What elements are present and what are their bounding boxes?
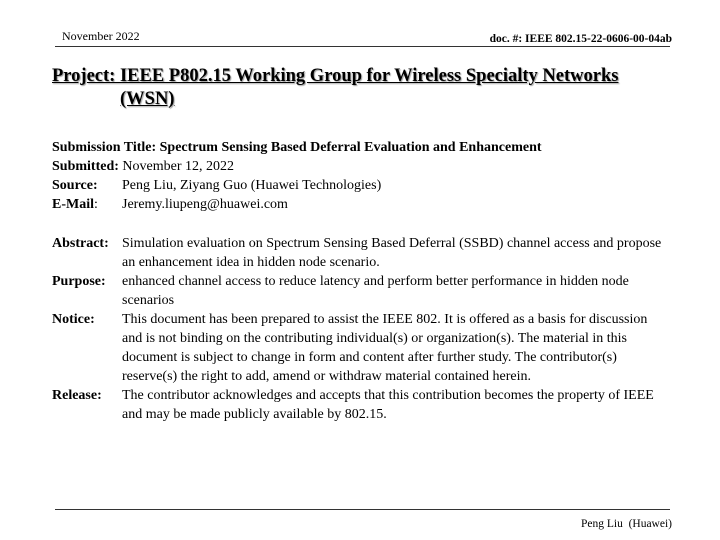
abstract-label: Abstract:: [52, 236, 109, 251]
abstract-text: Simulation evaluation on Spectrum Sensing Based Deferral (SSBD) channel access and propose an enhancement idea in hidden node scenario.: [122, 236, 662, 270]
email-colon: :: [94, 197, 98, 212]
release-label: Release:: [52, 388, 102, 403]
purpose-text: enhanced channel access to reduce latency and perform better performance in hidden node scenarios: [122, 274, 629, 308]
release-text: The contributor acknowledges and accepts that this contribution becomes the property of IEEE and may be made publicly available by 802.15.: [122, 388, 654, 422]
submitted-label: Submitted:: [52, 159, 119, 174]
header-doc-number: doc. #: IEEE 802.15-22-0606-00-04ab: [489, 33, 672, 45]
purpose-label: Purpose:: [52, 274, 106, 289]
source-row: [52, 176, 692, 195]
document-sections: [52, 234, 670, 424]
email-row: [52, 195, 692, 214]
project-title-line1: Project: IEEE P802.15 Working Group for Wireless Specialty Networks: [52, 66, 619, 86]
abstract-row: [52, 234, 670, 272]
notice-label: Notice:: [52, 312, 95, 327]
header-divider: [55, 46, 670, 47]
submitted-value: November 12, 2022: [122, 159, 234, 174]
email-value: Jeremy.liupeng@huawei.com: [122, 197, 288, 212]
footer-author: Peng Liu (Huawei): [580, 518, 672, 530]
notice-row: [52, 310, 670, 386]
submission-meta: [52, 138, 692, 214]
source-value: Peng Liu, Ziyang Guo (Huawei Technologies): [122, 178, 382, 193]
source-label: Source:: [52, 178, 98, 193]
submission-title: Submission Title: Spectrum Sensing Based Deferral Evaluation and Enhancement: [52, 140, 542, 155]
footer-divider: [55, 509, 670, 510]
submitted-row: [52, 157, 692, 176]
email-label: E-Mail: [52, 197, 94, 212]
header-date: November 2022: [62, 29, 140, 43]
release-row: [52, 386, 670, 424]
project-title: [52, 65, 682, 111]
notice-text: This document has been prepared to assist the IEEE 802. It is offered as a basis for discussion and is not binding on the contributing individual(s) or organization(s). The material in this document is subject to change in form and content after further study. The contributor(s) reserve(s) the right to add, amend or withdraw material contained herein.: [122, 312, 648, 384]
submission-title-row: [52, 138, 692, 157]
project-title-line2: (WSN): [120, 89, 175, 109]
purpose-row: [52, 272, 670, 310]
